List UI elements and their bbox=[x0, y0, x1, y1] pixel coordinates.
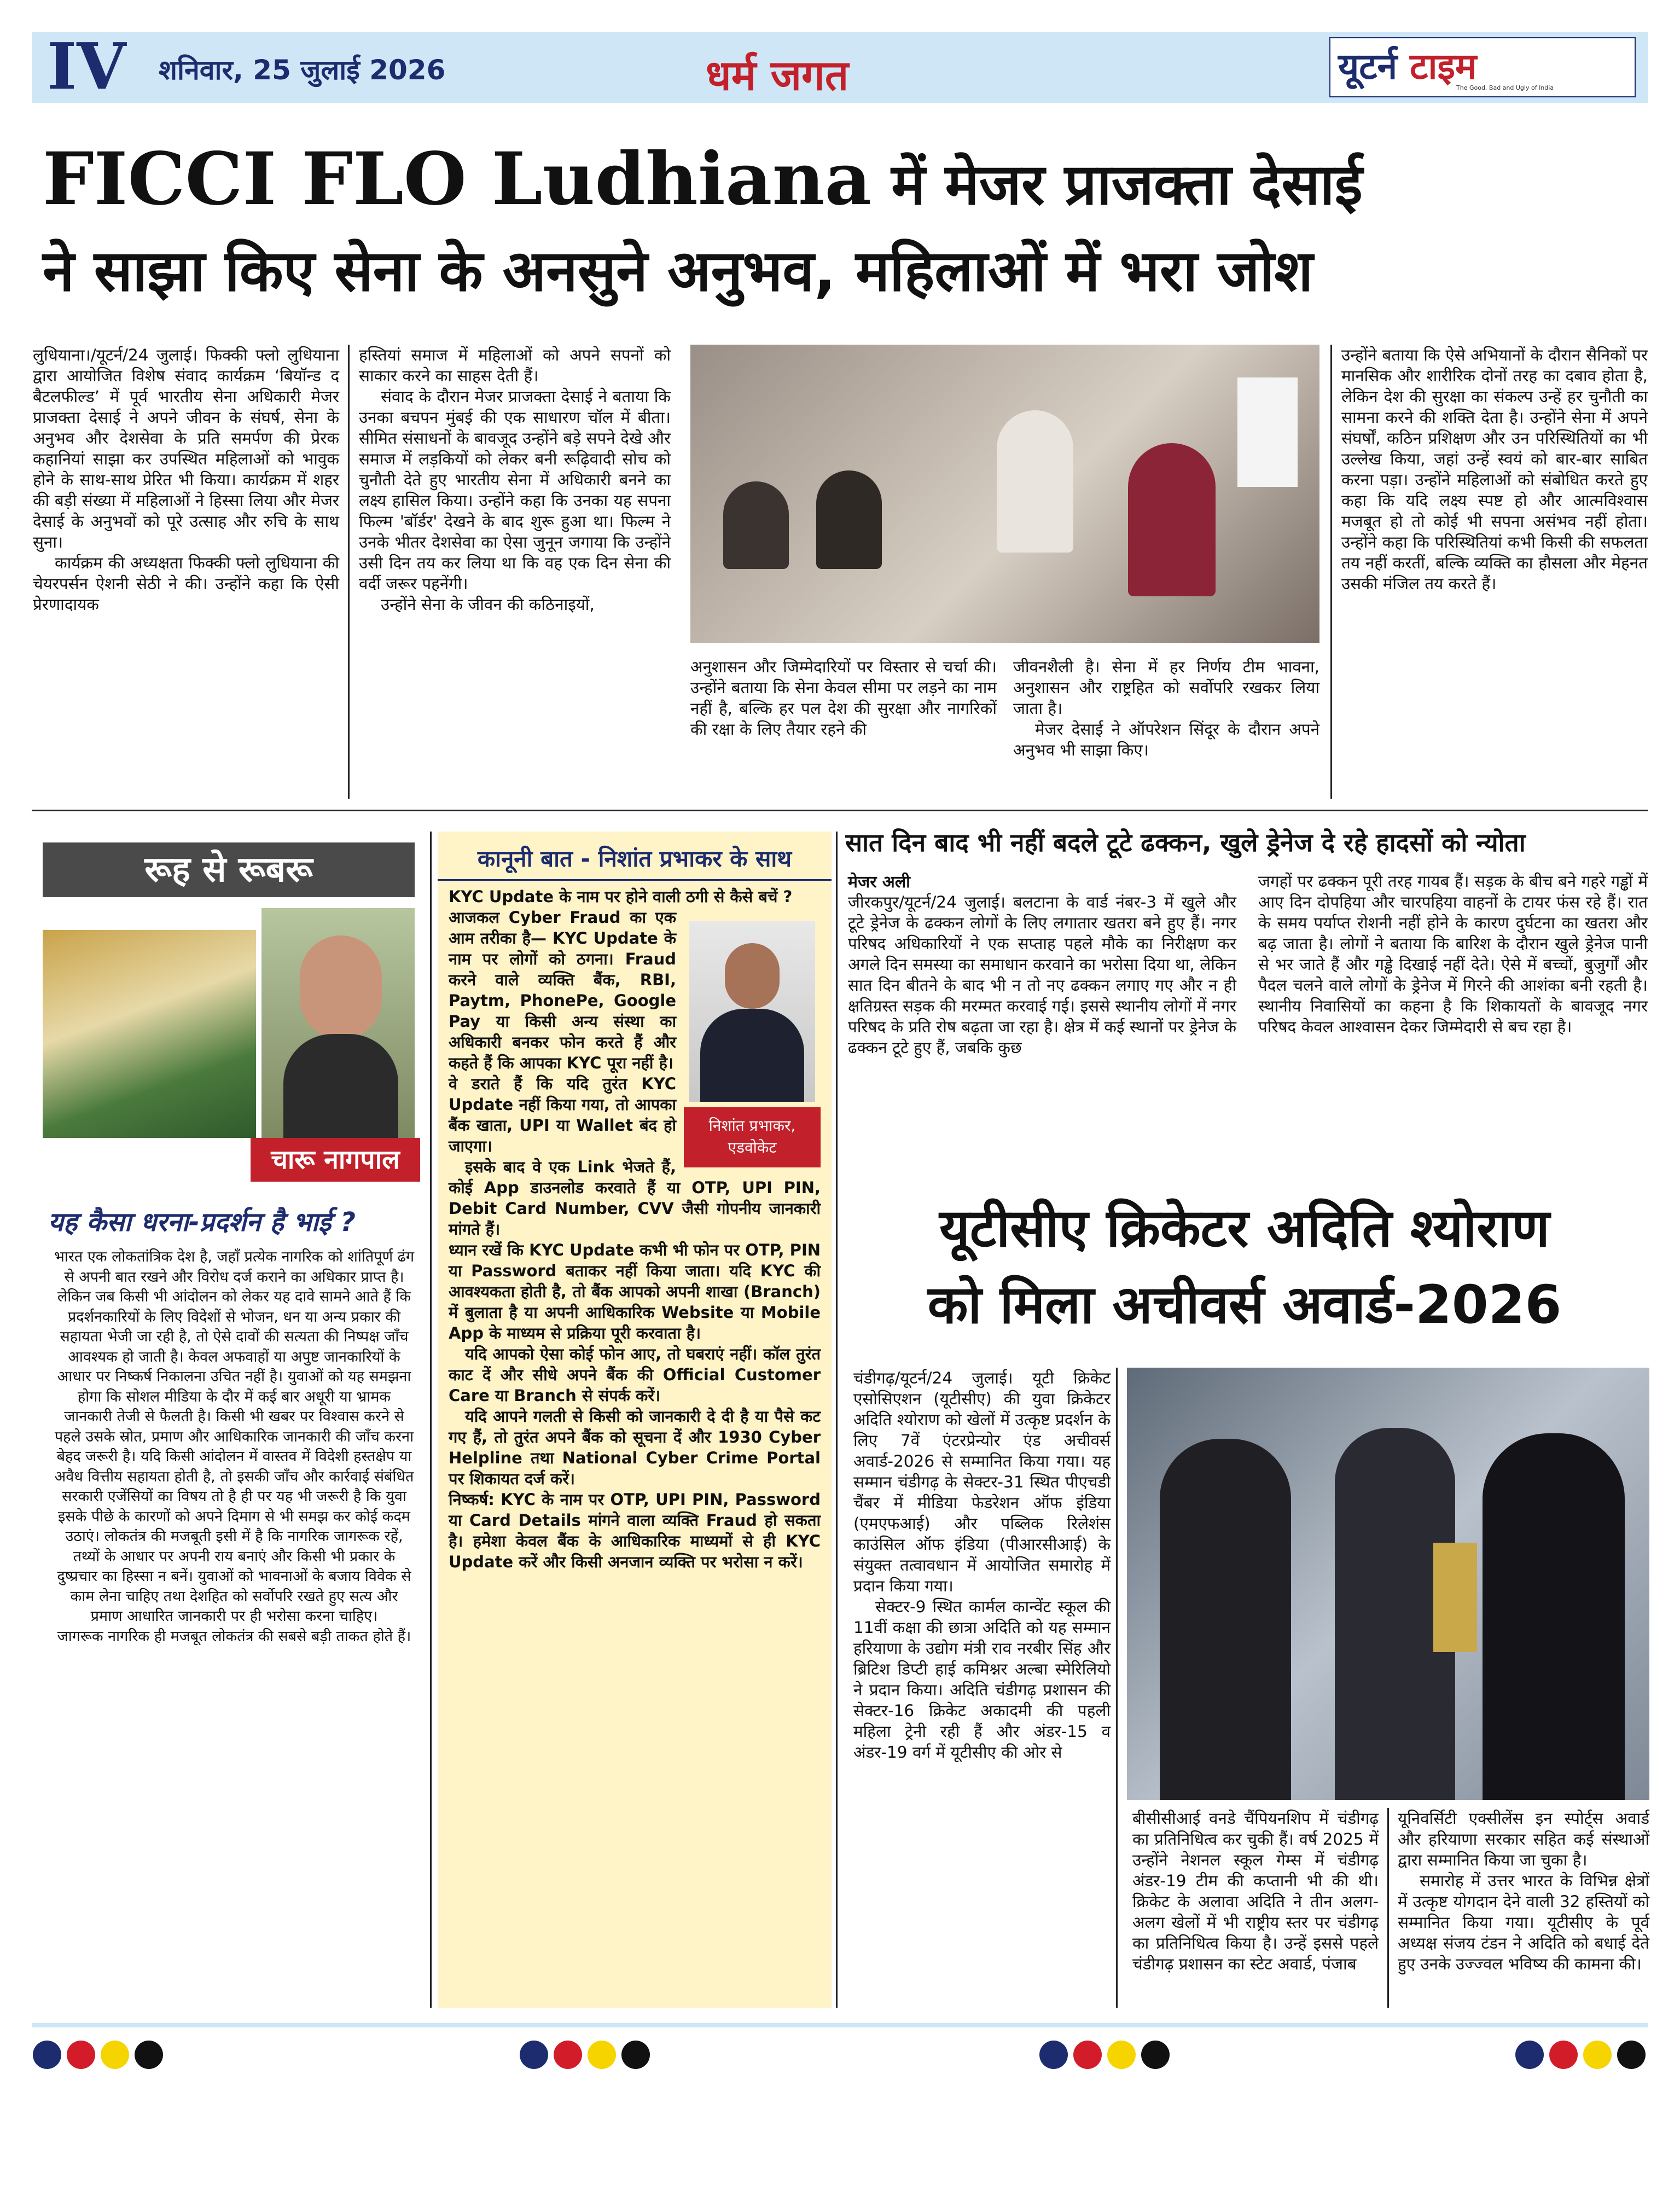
opinion-column bbox=[32, 832, 426, 2008]
column-divider bbox=[348, 345, 350, 799]
dot-yellow bbox=[1583, 2041, 1612, 2069]
legal-column bbox=[438, 832, 832, 2008]
logo-wordmark-red: टाइम bbox=[1410, 45, 1477, 88]
main-story-col5 bbox=[1341, 345, 1648, 594]
audience-silhouette bbox=[816, 470, 882, 569]
award-photo bbox=[1127, 1368, 1649, 1800]
paragraph: समारोह में उत्तर भारत के विभिन्न क्षेत्रों में उत्कृष्ट योगदान देने वाली 32 हस्तियों को सम्मानित किया गया। यूटीसीए के पूर्व अध्यक्ष संजय टंडन ने अदिति को बधाई देते हुए उनके उज्ज्वल भविष्य की कामना की। bbox=[1398, 1871, 1649, 1973]
section-divider bbox=[32, 810, 1648, 811]
paragraph: आजकल Cyber Fraud का एक आम तरीका है— KYC Update के नाम पर लोगों को ठगना। Fraud करने वाले व्यक्ति बैंक, RBI, Paytm, PhonePe, Google Pay या किसी अन्य संस्था का अधिकारी बनकर फोन करते हैं और कहते हैं कि आपका KYC पूरा नहीं है। bbox=[449, 908, 676, 1072]
main-story-col1 bbox=[33, 345, 339, 615]
dot-navy bbox=[520, 2041, 548, 2069]
paragraph: ध्यान रखें कि KYC Update कभी भी फोन पर OTP, PIN या Password बताकर नहीं किया जाता। यदि KYC की आवश्यकता होती है, तो बैंक आपको अपनी शाखा (Branch) में बुलाता है या अपनी आधिकारिक Website या Mobile App के माध्यम से प्रक्रिया पूरी करवाता है। bbox=[449, 1241, 821, 1342]
author-face bbox=[300, 935, 382, 1039]
column-title: रूह से रूबरू bbox=[43, 842, 415, 897]
paragraph: मेजर देसाई ने ऑपरेशन सिंदूर के दौरान अपने अनुभव भी साझा किए। bbox=[1013, 720, 1319, 759]
host-figure bbox=[1128, 443, 1216, 596]
paragraph: जीवनशैली है। सेना में हर निर्णय टीम भावना, अनुशासन और राष्ट्रहित को सर्वोपरि रखकर लिया जाता है। bbox=[1013, 658, 1319, 718]
paragraph: बीसीसीआई वनडे चैंपियनशिप में चंडीगढ़ का प्रतिनिधित्व कर चुकी हैं। वर्ष 2025 में उन्होंने नेशनल स्कूल गेम्स में चंडीगढ़ अंडर-19 टीम की कप्तानी भी की थी। क्रिकेट के अलावा अदिति ने तीन अलग-अलग खेलों में भी राष्ट्रीय स्तर पर चंडीगढ़ का प्रतिनिधित्व किया है। उन्हें इससे पहले चंडीगढ़ प्रशासन का स्टेट अवार्ड, पंजाब bbox=[1132, 1809, 1379, 1973]
column-photo-product bbox=[43, 930, 256, 1138]
event-banner bbox=[1237, 377, 1298, 487]
legal-body bbox=[449, 886, 821, 1572]
issue-date: शनिवार, 25 जुलाई 2026 bbox=[159, 54, 446, 86]
column-divider bbox=[836, 832, 838, 2008]
author-body bbox=[283, 1034, 398, 1138]
paragraph: कार्यक्रम की अध्यक्षता फिक्की फ्लो लुधियाना की चेयरपर्सन ऐशनी सेठी ने की। उन्होंने कहा कि ऐसी प्रेरणादायक bbox=[33, 554, 339, 614]
logo-tagline: The Good, Bad and Ugly of India bbox=[1456, 84, 1554, 91]
registration-dots-center-right bbox=[1039, 2041, 1175, 2071]
paragraph: यदि आपको ऐसा कोई फोन आए, तो घबराएं नहीं। कॉल तुरंत काट दें और सीधे अपने बैंक की Official Customer Care या Branch से संपर्क करें। bbox=[449, 1345, 821, 1405]
event-photo bbox=[690, 345, 1319, 643]
paragraph: वे डराते हैं कि यदि तुरंत KYC Update नहीं किया गया, तो आपका बैंक खाता, UPI या Wallet बंद हो जाएगा। bbox=[449, 1074, 676, 1155]
registration-dots-center-left bbox=[520, 2041, 655, 2071]
dot-navy bbox=[33, 2041, 61, 2069]
lawyer-photo bbox=[689, 921, 815, 1102]
drain-headline: सात दिन बाद भी नहीं बदले टूटे ढक्कन, खुले ड्रेनेज दे रहे हादसों को न्योता bbox=[845, 828, 1526, 857]
paragraph: जगहों पर ढक्कन पूरी तरह गायब हैं। सड़क के बीच बने गहरे गड्ढों में आए दिन दोपहिया और चारपहिया वाहनों के टायर फंस रहे हैं। रात के समय पर्याप्त रोशनी नहीं होने के कारण दुर्घटना का खतरा और बढ़ जाता है। लोगों ने बताया कि बारिश के दौरान खुले ड्रेनेज पानी से भर जाते हैं और गड्ढे दिखाई नहीं देते। ऐसे में बच्चों, बुजुर्गों और पैदल चलने वाले लोगों के ड्रेनेज में गिरने की आशंका बनी रहती है। स्थानीय निवासियों का कहना है कि शिकायतों के बावजूद नगर परिषद केवल आश्वासन देकर जिम्मेदारी से बच रहा है। bbox=[1258, 872, 1648, 1036]
paragraph: उन्होंने सेना के जीवन की कठिनाइयों, bbox=[381, 595, 595, 614]
lawyer-title: एडवोकेट bbox=[728, 1138, 777, 1156]
drain-col1 bbox=[848, 892, 1236, 1058]
logo-wordmark bbox=[1338, 40, 1476, 90]
newspaper-logo bbox=[1329, 37, 1636, 97]
headline-hindi: में मेजर प्राजक्ता देसाई bbox=[871, 151, 1363, 218]
section-title: धर्म जगत bbox=[706, 51, 849, 100]
headline-latin: FICCI FLO Ludhiana bbox=[43, 137, 871, 222]
speaker-figure bbox=[997, 410, 1073, 553]
person-right bbox=[1483, 1433, 1625, 1800]
audience-silhouette bbox=[723, 481, 789, 569]
paragraph: इसके बाद वे एक Link भेजते हैं, कोई App डाउनलोड करवाते हैं या OTP, UPI PIN, Debit Card Number, CVV जैसी गोपनीय जानकारी मांगते हैं। bbox=[449, 1158, 821, 1239]
lawyer-caption bbox=[684, 1107, 821, 1167]
dot-navy bbox=[1039, 2041, 1068, 2069]
person-left bbox=[1160, 1439, 1291, 1800]
author-name: चारू नागपाल bbox=[251, 1138, 420, 1182]
paragraph: चंडीगढ़/यूटर्न/24 जुलाई। यूटी क्रिकेट एसोसिएशन (यूटीसीए) की युवा क्रिकेटर अदिति श्योराण को खेलों में उत्कृष्ट प्रदर्शन के लिए 7वें एंटरप्रेन्योर एंड अचीवर्स अवार्ड-2026 से सम्मानित किया गया। यह सम्मान चंडीगढ़ के सेक्टर-31 स्थित पीएचडी चैंबर में मीडिया फेडरेशन ऑफ इंडिया (एमएफआई) और पब्लिक रिलेशंस काउंसिल ऑफ इंडिया (पीआरसीआई) के संयुक्त तत्वावधान में आयोजित समारोह में प्रदान किया गया। bbox=[853, 1369, 1111, 1595]
dot-black bbox=[621, 2041, 650, 2069]
paragraph: जीरकपुर/यूटर्न/24 जुलाई। बलटाना के वार्ड नंबर-3 में खुले और टूटे ड्रेनेज के ढक्कन लोगों के लिए लगातार खतरा बने हुए हैं। नगर परिषद अधिकारियों ने एक सप्ताह पहले मौके का निरीक्षण कर अगले दिन समस्या का समाधान करवाने का भरोसा दिया था, लेकिन सात दिन बीतने के बाद भी न तो नए ढक्कन लगाए गए और न ही क्षतिग्रस्त सड़क की मरम्मत करवाई गई। इससे स्थानीय लोगों में नगर परिषद के प्रति रोष बढ़ता जा रहा है। क्षेत्र में कई स्थानों पर ड्रेनेज के ढक्कन टूटे हुए हैं, जबकि कुछ bbox=[848, 893, 1236, 1057]
paragraph: उन्होंने बताया कि ऐसे अभियानों के दौरान सैनिकों पर मानसिक और शारीरिक दोनों तरह का दबाव होता है, लेकिन देश की सुरक्षा का संकल्प उन्हें हर चुनौती का सामना करने की शक्ति देता है। उन्होंने सेना में अपने संघर्षों, कठिन प्रशिक्षण और उन परिस्थितियों का भी उल्लेख किया, जहां उन्हें स्वयं को बार-बार साबित करना पड़ा। उन्होंने महिलाओं को संबोधित करते हुए कहा कि यदि लक्ष्य स्पष्ट हो और आत्मविश्वास मजबूत हो तो कोई भी सपना असंभव नहीं होता। उन्होंने कहा कि परिस्थितियां कभी किसी की सफलता तय नहीं करतीं, बल्कि व्यक्ति का हौसला और मेहनत उसकी मंजिल तय करते हैं। bbox=[1341, 346, 1648, 593]
paragraph: निष्कर्ष: KYC के नाम पर OTP, UPI PIN, Password या Card Details मांगने वाला व्यक्ति Fraud हो सकता है। हमेशा केवल बैंक के आधिकारिक माध्यमों से ही KYC Update करें और किसी अनजान व्यक्ति पर भरोसा न करें। bbox=[449, 1490, 821, 1571]
dot-black bbox=[135, 2041, 163, 2069]
column-divider bbox=[1116, 1368, 1118, 2008]
dot-yellow bbox=[1107, 2041, 1136, 2069]
lawyer-name: निशांत प्रभाकर, bbox=[708, 1117, 796, 1135]
paragraph: हस्तियां समाज में महिलाओं को अपने सपनों को साकार करने का साहस देती हैं। bbox=[359, 346, 671, 385]
footer-band bbox=[32, 2023, 1648, 2027]
dot-red bbox=[1073, 2041, 1102, 2069]
paragraph: सेक्टर-9 स्थित कार्मल कान्वेंट स्कूल की 11वीं कक्षा की छात्रा अदिति को यह सम्मान हरियाणा के उद्योग मंत्री राव नरबीर सिंह और ब्रिटिश डिप्टी हाई कमिश्नर अल्बा स्मेरिलियो ने प्रदान किया। अदिति चंडीगढ़ प्रशासन की सेक्टर-16 क्रिकेट अकादमी की पहली महिला ट्रेनी रही हैं और अंडर-15 व अंडर-19 वर्ग में यूटीसीए की ओर से bbox=[853, 1597, 1111, 1762]
cricket-headline-line2: को मिला अचीवर्स अवार्ड-2026 bbox=[927, 1274, 1562, 1335]
main-story-col3 bbox=[690, 656, 997, 740]
legal-title: कानूनी बात - निशांत प्रभाकर के साथ bbox=[438, 837, 832, 881]
main-story-col2 bbox=[359, 345, 671, 615]
dot-red bbox=[1549, 2041, 1578, 2069]
paragraph: अनुशासन और जिम्मेदारियों पर विस्तार से चर्चा की। उन्होंने बताया कि सेना केवल सीमा पर लड़ने का नाम नहीं है, बल्कि हर पल देश की सुरक्षा और नागरिकों की रक्षा के लिए तैयार रहने की bbox=[690, 658, 997, 739]
dot-yellow bbox=[101, 2041, 129, 2069]
main-headline-line2: ने साझा किए सेना के अनसुने अनुभव, महिलाओं में भरा जोश bbox=[43, 237, 1313, 304]
column-divider bbox=[1387, 1808, 1389, 2008]
drain-byline: मेजर अली bbox=[848, 873, 910, 892]
dot-navy bbox=[1515, 2041, 1544, 2069]
drain-col2 bbox=[1258, 871, 1648, 1037]
paragraph: संवाद के दौरान मेजर प्राजक्ता देसाई ने बताया कि उनका बचपन मुंबई की एक साधारण चॉल में बीता। सीमित संसाधनों के बावजूद उन्होंने बड़े सपने देखे और समाज में लड़कियों को लेकर बनी रूढ़िवादी सोच को चुनौती देते हुए भारतीय सेना में अधिकारी बनने का लक्ष्य हासिल किया। उन्होंने कहा कि उनका यह सपना फिल्म 'बॉर्डर' देखने के बाद शुरू हुआ था। फिल्म ने उनके भीतर देशसेवा का ऐसा जुनून जगाया कि उन्होंने उसी दिन तय कर लिया था कि वह एक दिन सेना की वर्दी जरूर पहनेंगी। bbox=[359, 387, 671, 593]
column-body bbox=[54, 1247, 415, 1647]
cricket-headline-line1: यूटीसीए क्रिकेटर अदिति श्योराण bbox=[939, 1198, 1550, 1259]
dot-black bbox=[1617, 2041, 1646, 2069]
cricket-col3 bbox=[1398, 1808, 1649, 1974]
cricket-col1 bbox=[853, 1368, 1111, 1763]
paragraph: यदि आपने गलती से किसी को जानकारी दे दी है या पैसे कट गए हैं, तो तुरंत अपने बैंक को सूचना दें और 1930 Cyber Helpline तथा National Cyber Crime Portal पर शिकायत दर्ज करें। bbox=[449, 1407, 821, 1488]
dot-yellow bbox=[588, 2041, 616, 2069]
main-story-col4 bbox=[1013, 656, 1319, 760]
column-divider bbox=[1330, 345, 1332, 799]
column-headline: यह कैसा धरना-प्रदर्शन है भाई ? bbox=[48, 1207, 356, 1237]
paragraph: भारत एक लोकतांत्रिक देश है, जहाँ प्रत्येक नागरिक को शांतिपूर्ण ढंग से अपनी बात रखने और विरोध दर्ज कराने का अधिकार प्राप्त है। लेकिन जब किसी भी आंदोलन को लेकर यह दावे सामने आते हैं कि प्रदर्शनकारियों के लिए विदेशों से भोजन, धन या अन्य प्रकार की सहायता भेजी जा रही है, तो ऐसे दावों की सत्यता की निष्पक्ष जाँच आवश्यक हो जाती है। केवल अफवाहों या अपुष्ट जानकारियों के आधार पर निष्कर्ष निकालना उचित नहीं है। युवाओं को यह समझना होगा कि सोशल मीडिया के दौर में कई बार अधूरी या भ्रामक जानकारी तेजी से फैलती है। किसी भी खबर पर विश्वास करने से पहले उसके स्रोत, प्रमाण और आधिकारिक जानकारी की जाँच करना बेहद जरूरी है। यदि किसी आंदोलन में वास्तव में विदेशी हस्तक्षेप या अवैध वित्तीय सहायता होती है, तो इसकी जाँच और कार्रवाई संबंधित सरकारी एजेंसियों का विषय तो है ही पर यह भी जरूरी है कि युवा इसके पीछे के कारणों को अपने दिमाग से भी समझ कर कोई कदम उठाएं। लोकतंत्र की मजबूती इसी में है कि नागरिक जागरूक रहें, तथ्यों के आधार पर अपनी राय बनाएं और किसी भी प्रकार के दुष्प्रचार का हिस्सा न बनें। युवाओं को भावनाओं के बजाय विवेक से काम लेना चाहिए तथा देशहित को सर्वोपरि रखते हुए सत्य और प्रमाण आधारित जानकारी पर ही भरोसा करना चाहिए। bbox=[54, 1248, 415, 1625]
author-photo bbox=[261, 908, 415, 1138]
column-divider bbox=[430, 832, 432, 2008]
dot-red bbox=[67, 2041, 95, 2069]
trophy bbox=[1433, 1543, 1477, 1652]
cricket-col2 bbox=[1132, 1808, 1379, 1974]
registration-dots-right bbox=[1515, 2041, 1651, 2071]
lawyer-suit bbox=[700, 1009, 804, 1102]
paragraph: KYC Update के नाम पर होने वाली ठगी से कैसे बचें ? bbox=[449, 887, 793, 906]
lawyer-photo-box bbox=[684, 910, 821, 1173]
dot-black bbox=[1141, 2041, 1170, 2069]
paragraph: यूनिवर्सिटी एक्सीलेंस इन स्पोर्ट्स अवार्ड और हरियाणा सरकार सहित कई संस्थाओं द्वारा सम्मानित किया जा चुका है। bbox=[1398, 1809, 1649, 1869]
main-headline-line1 bbox=[43, 137, 1363, 223]
dot-red bbox=[554, 2041, 582, 2069]
registration-dots-left bbox=[33, 2041, 168, 2071]
lawyer-face bbox=[725, 943, 780, 1009]
page-number: IV bbox=[47, 30, 126, 104]
paragraph: जागरूक नागरिक ही मजबूत लोकतंत्र की सबसे बड़ी ताकत होते हैं। bbox=[57, 1628, 411, 1645]
logo-wordmark-blue: यूटर्न bbox=[1338, 45, 1410, 88]
paragraph: लुधियाना।/यूटर्न/24 जुलाई। फिक्की फ्लो लुधियाना द्वारा आयोजित विशेष संवाद कार्यक्रम ‘बियॉन्ड द बैटलफील्ड’ में पूर्व भारतीय सेना अधिकारी मेजर प्राजक्ता देसाई ने अपने जीवन के संघर्ष, सेना के अनुभव और देशसेवा के प्रति समर्पण की प्रेरक कहानियां साझा कर उपस्थित महिलाओं को भावुक होने के साथ-साथ प्रेरित भी किया। कार्यक्रम में शहर की बड़ी संख्या में महिलाओं ने हिस्सा लिया और मेजर देसाई के अनुभवों को पूरे उत्साह और रुचि के साथ सुना। bbox=[33, 346, 339, 551]
